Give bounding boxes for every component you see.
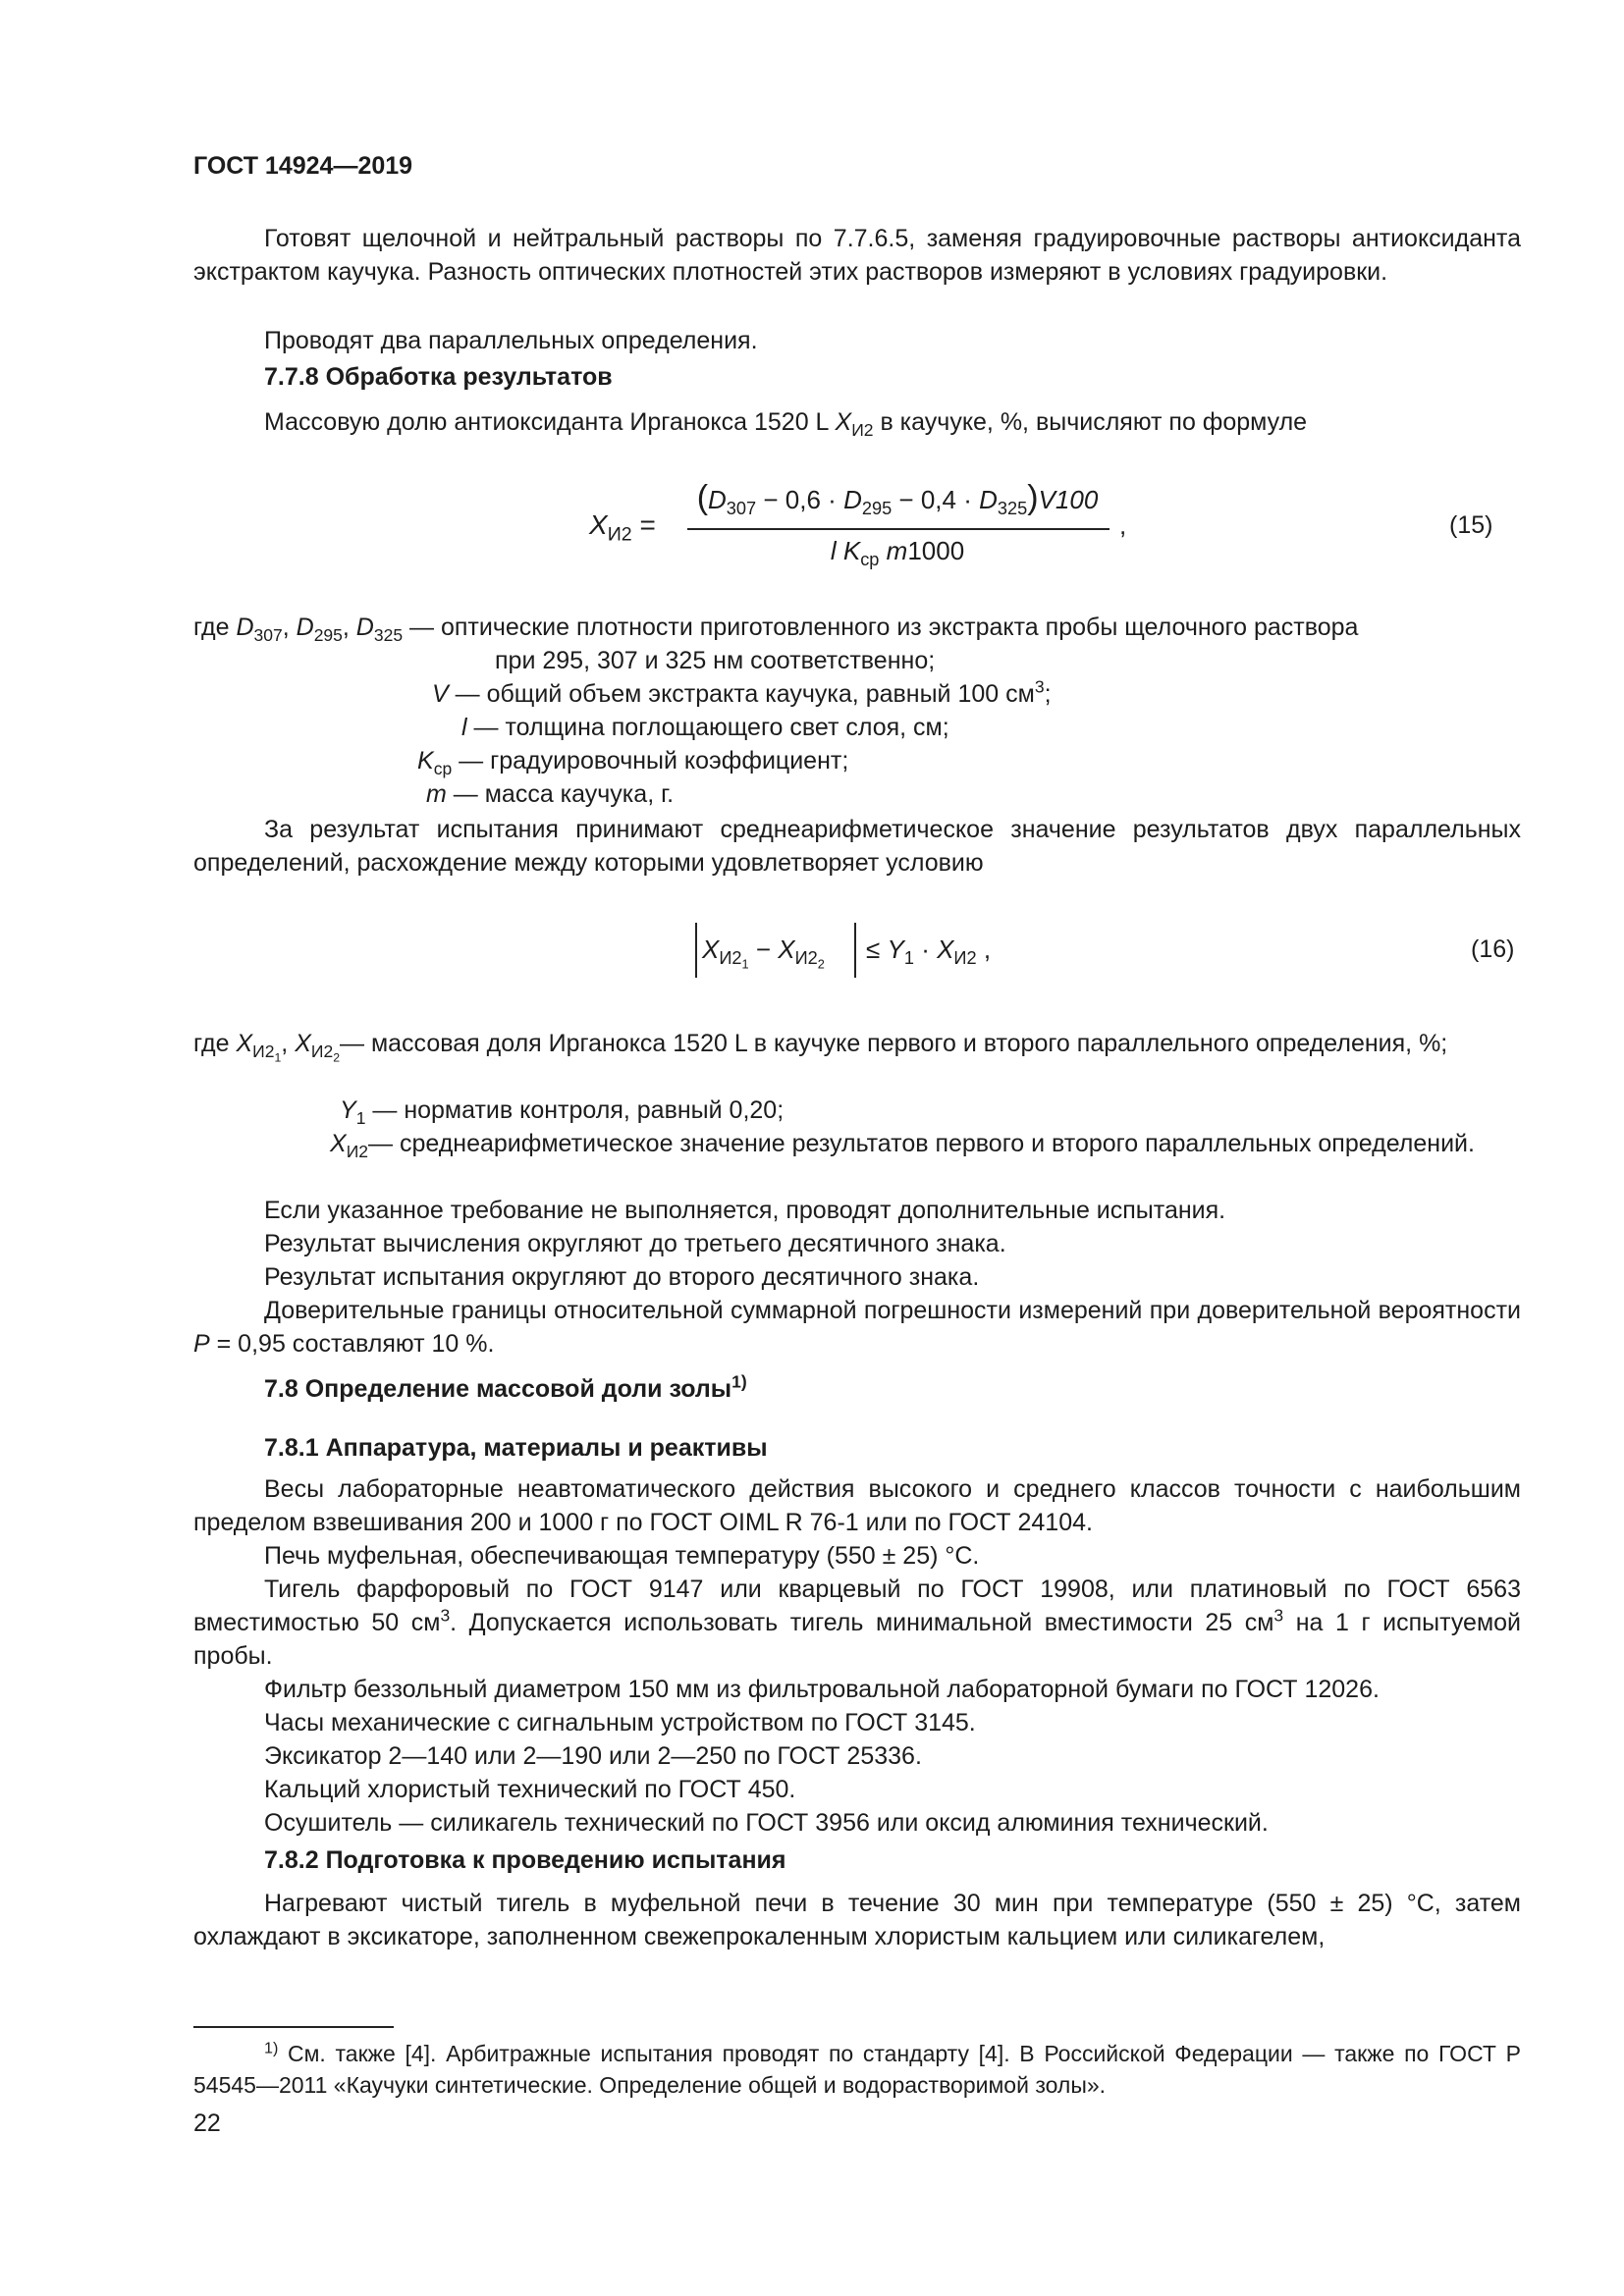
footnote-ref: 1) (731, 1371, 747, 1392)
formula-intro-text-2: в каучуке, %, вычисляют по формуле (880, 408, 1308, 436)
paragraph-round-calc: Результат вычисления округляют до третьего десятичного знака. (264, 1230, 1006, 1257)
footnote-separator (193, 2026, 394, 2028)
paragraph-prep: Готовят щелочной и нейтральный растворы по 7.7.6.5, заменяя градуировочные растворы антиоксиданта экстрактом каучука. Разность оптических плотностей этих растворов измеряют в условиях градуировки. (193, 225, 1521, 286)
list-item: Эксикатор 2—140 или 2—190 или 2—250 по ГОСТ 25336. (264, 1742, 922, 1770)
equation-16-abs-right (854, 923, 860, 978)
section-7-8-2-heading: 7.8.2 Подготовка к проведению испытания (264, 1846, 786, 1874)
formula-intro-text: Массовую долю антиоксиданта Ирганокса 1520 L (264, 408, 829, 436)
equation-15-number: (15) (1449, 511, 1493, 539)
footnote-mark: 1) (264, 2039, 279, 2057)
equation-15-numerator: $(D_{307} - 0,6 \cdot D_{295} - 0,4 \cdot D_{325})V100$ (696, 479, 1099, 519)
equation-15-fraction-bar (687, 528, 1110, 530)
where-16-x: где $X_{И2_1}$, $X_{И2_2}—$ массовая доля Ирганокса 1520 L в каучуке первого и второго параллельного определения, %; (193, 1030, 1448, 1065)
where-15-m: m — масса каучука, г. (426, 780, 675, 808)
section-7-8-1-heading: 7.8.1 Аппаратура, материалы и реактивы (264, 1434, 768, 1462)
equation-16-abs-left (695, 923, 701, 978)
list-item: Осушитель — силикагель технический по ГОСТ 3956 или оксид алюминия технический. (264, 1809, 1269, 1837)
list-item: Кальций хлористый технический по ГОСТ 450. (264, 1776, 796, 1803)
footnote (193, 2038, 1521, 2101)
equation-15-denominator: l $K_{ср}$ m1000 (830, 536, 965, 570)
paragraph-parallel: Проводят два параллельных определения. (264, 327, 758, 354)
section-title: Обработка результатов (325, 363, 613, 391)
equation-16-body: $X_{И2_1} - X_{И2_2}$ (702, 934, 825, 972)
where-15-d: где $D_{307}$, $D_{295}$, $D_{325}$ — оптические плотности приготовленного из экстракта пробы щелочного раствора (193, 614, 1359, 645)
page-number: 22 (193, 2109, 221, 2137)
where-15-v: V — общий объем экстракта каучука, равный 100 $см^3$; (432, 676, 1052, 708)
section-7-7-8-heading (193, 360, 1521, 394)
section-7-8-heading: 7.8 Определение массовой доли золы$^{1)}$ (264, 1371, 747, 1403)
document-header: ГОСТ 14924—2019 (193, 152, 413, 180)
list-item: Весы лабораторные неавтоматического действия высокого и среднего классов точности с наибольшим пределом взвешивания 200 и 1000 г по ГОСТ OIML R 76-1 или по ГОСТ 24104. (193, 1475, 1521, 1536)
list-item-crucible: Тигель фарфоровый по ГОСТ 9147 или кварцевый по ГОСТ 19908, или платиновый по ГОСТ 6563 вместимостью 50 $см^3$. Допускается использовать тигель минимальной вместимости 25 $см^3$ на 1 г испытуемой пробы. (193, 1575, 1521, 1670)
where-15-k: $K_{ср}$ — градуировочный коэффициент; (417, 747, 849, 778)
where-16-xm: $X_{И2}—$ среднеарифметическое значение результатов первого и второго параллельных определений. (330, 1130, 1475, 1161)
equation-16-number: (16) (1471, 935, 1515, 963)
equation-15-comma: , (1119, 510, 1127, 540)
paragraph-formula-intro: Массовую долю антиоксиданта Ирганокса 1520 L $X_{И2}$ в каучуке, %, вычисляют по формуле (264, 408, 1308, 440)
list-item: Фильтр беззольный диаметром 150 мм из фильтровальной лабораторной бумаги по ГОСТ 12026. (264, 1676, 1380, 1703)
equation-15-lhs: $X_{И2}$ = (589, 509, 656, 546)
where-15-d-cont: при 295, 307 и 325 нм соответственно; (495, 647, 936, 674)
section-number: 7.7.8 (264, 363, 319, 391)
list-item: Часы механические с сигнальным устройством по ГОСТ 3145. (264, 1709, 976, 1736)
paragraph-crucible-prep: Нагревают чистый тигель в муфельной печи в течение 30 мин при температуре (550 ± 25) °C, затем охлаждают в эксикаторе, заполненном свежепрокаленным хлористым кальцием или силикагелем, (193, 1890, 1521, 1950)
equation-16-rhs: ≤ $Y_1 \cdot X_{И2}$ , (866, 934, 992, 969)
paragraph-result-condition: За результат испытания принимают среднеарифметическое значение результатов двух параллельных определений, расхождение между которыми удовлетворяет условию (193, 816, 1521, 877)
where-16-y: $Y_1$ — норматив контроля, равный 0,20; (340, 1096, 785, 1128)
list-item: Печь муфельная, обеспечивающая температуру (550 ± 25) °C. (264, 1542, 980, 1570)
where-15-l: l — толщина поглощающего свет слоя, см; (461, 714, 949, 741)
footnote-text: См. также [4]. Арбитражные испытания проводят по стандарту [4]. В Российской Федерации — также по ГОСТ Р 54545—2011 «Каучуки синтетические. Определение общей и водорастворимой золы». (193, 2041, 1521, 2098)
paragraph-additional: Если указанное требование не выполняется, проводят дополнительные испытания. (264, 1197, 1226, 1224)
paragraph-confidence: Доверительные границы относительной суммарной погрешности измерений при доверительной вероятности P = 0,95 составляют 10 %. (193, 1297, 1521, 1358)
paragraph-round-result: Результат испытания округляют до второго десятичного знака. (264, 1263, 980, 1291)
